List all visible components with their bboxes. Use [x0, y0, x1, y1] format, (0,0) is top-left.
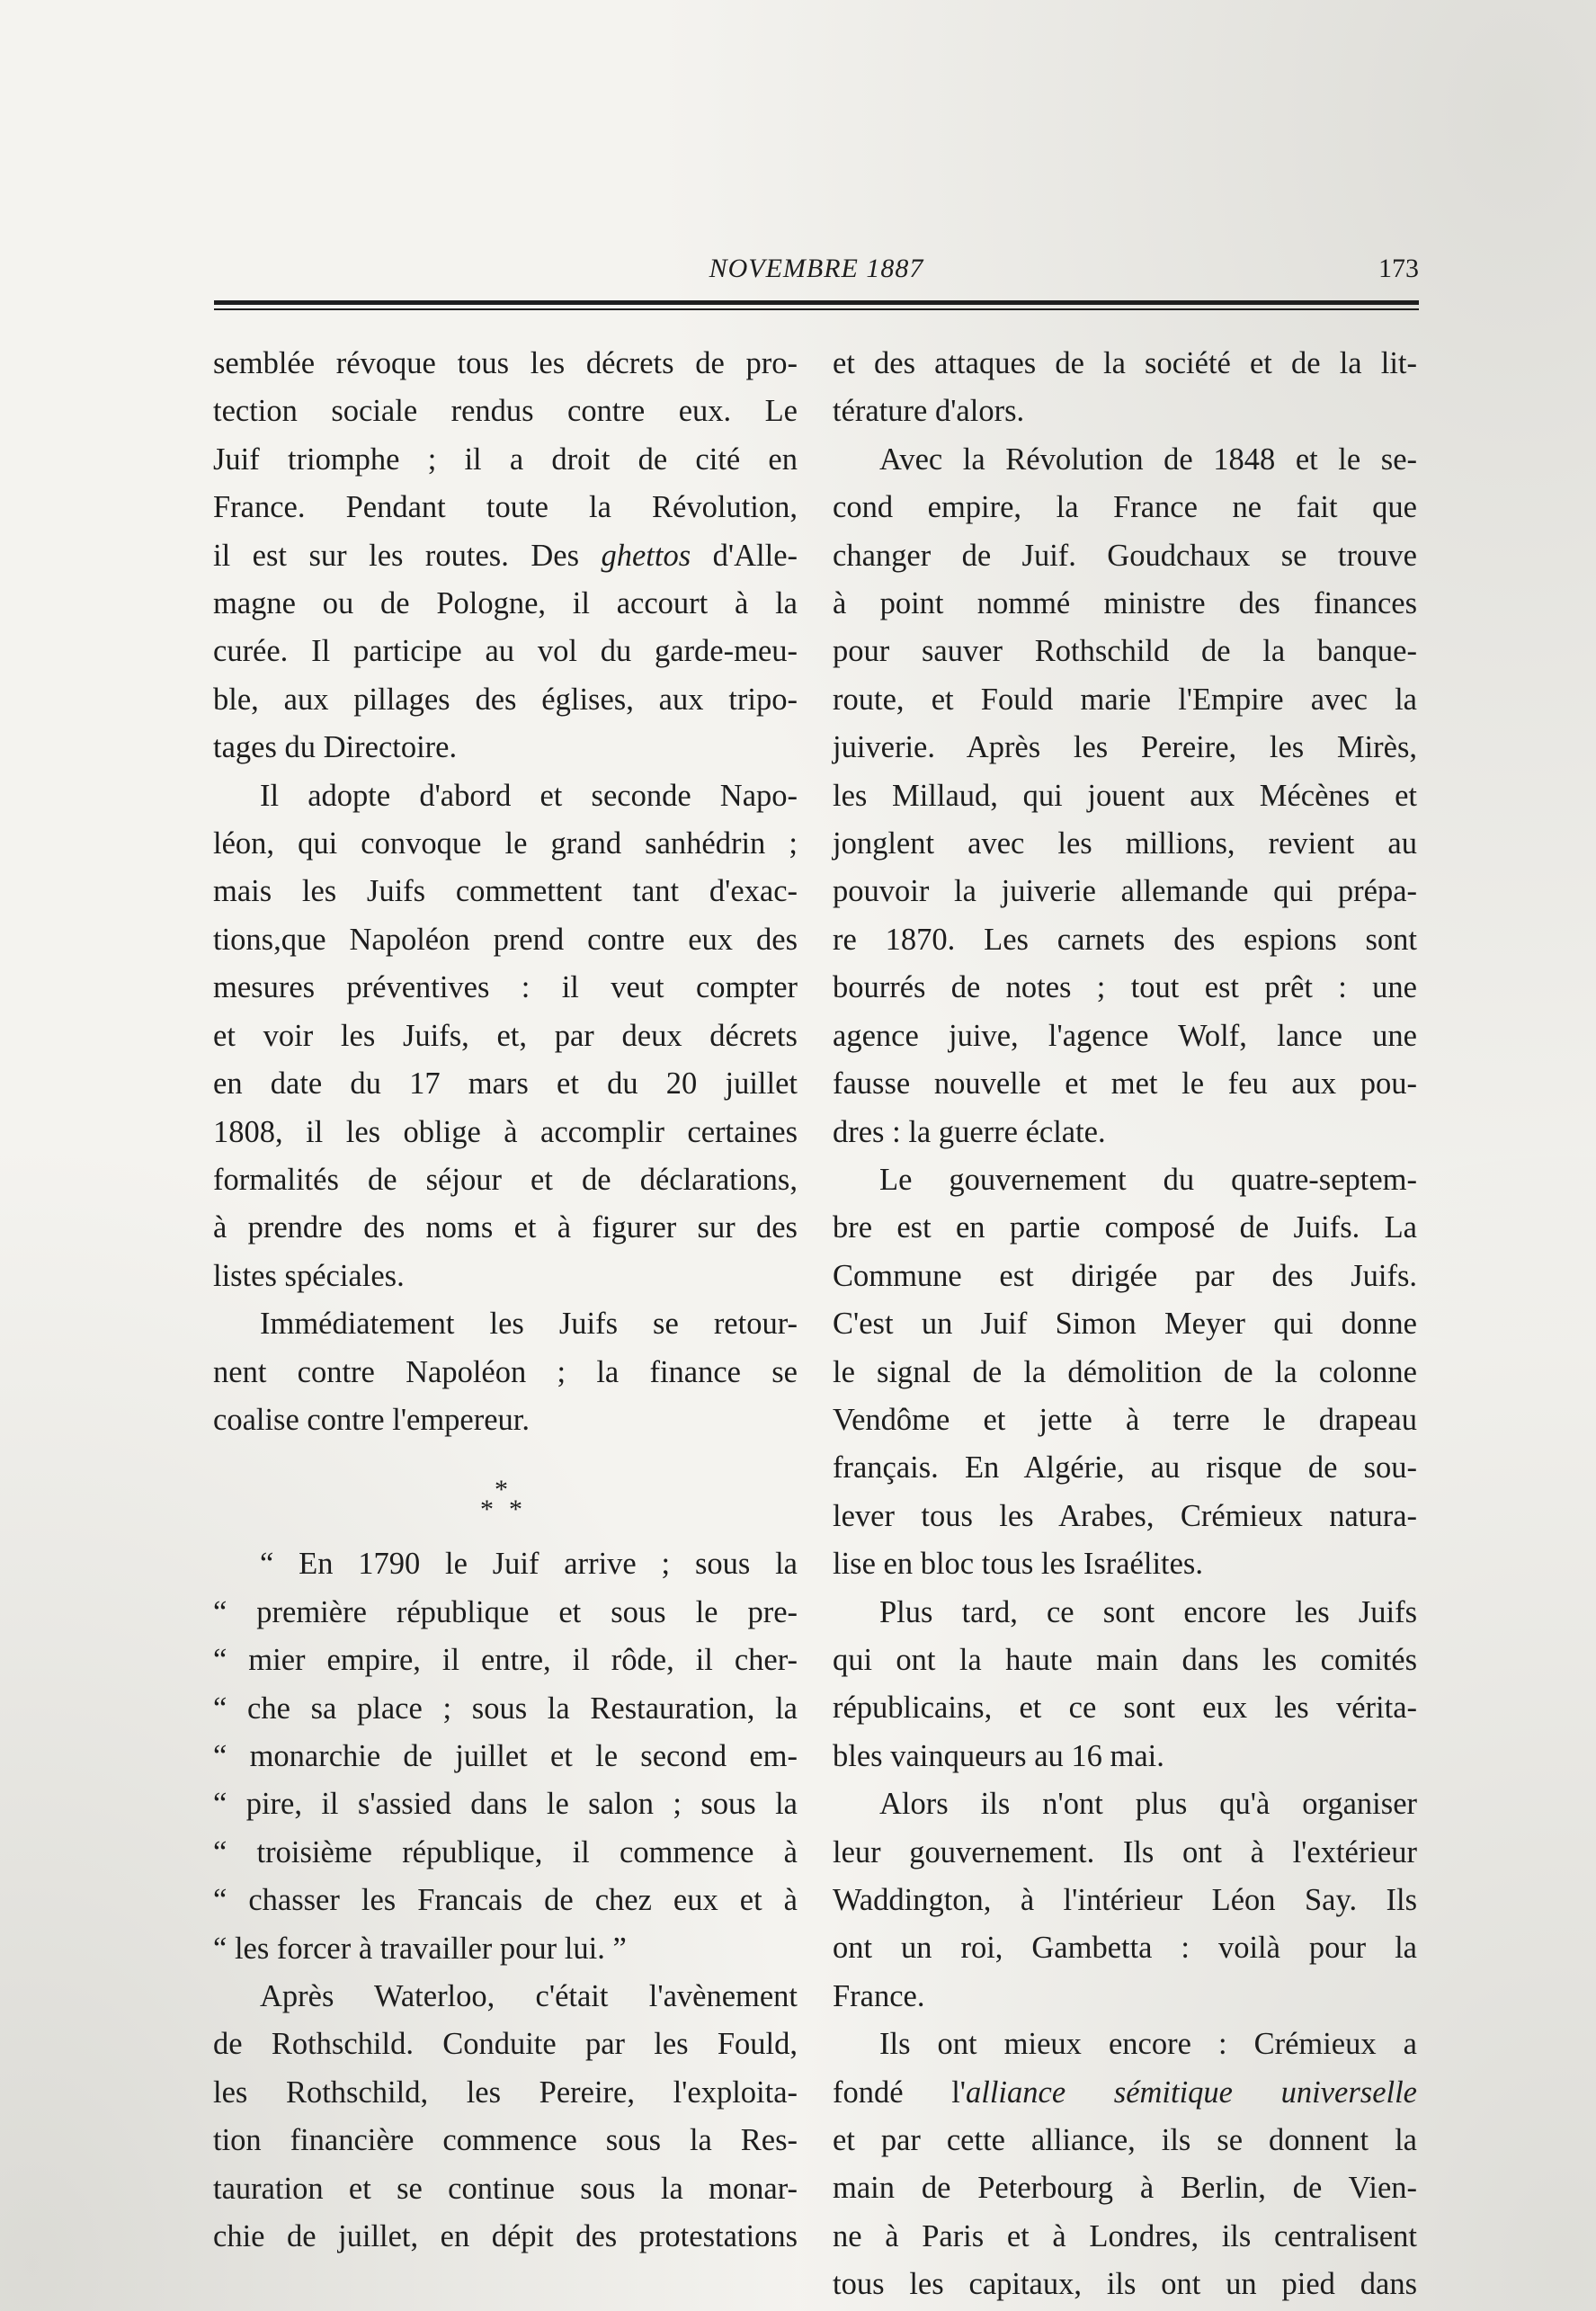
page-number: 173 — [1378, 254, 1419, 283]
text-line: “ mier empire, il entre, il rôde, il cher- — [213, 1643, 798, 1678]
text-line: tection sociale rendus contre eux. Le — [213, 394, 798, 429]
text-line: tion financière commence sous la Res- — [213, 2123, 798, 2158]
text-line: ne à Paris et à Londres, ils centralisent — [833, 2218, 1417, 2253]
running-head — [214, 254, 1419, 299]
text-line: bourrés de notes ; tout est prêt : une — [833, 970, 1417, 1005]
asterism — [213, 1444, 798, 1540]
paragraph — [833, 1589, 1417, 1781]
text-line: “ troisième république, il commence à — [213, 1834, 798, 1869]
text-line: “ chasser les Francais de chez eux et à — [213, 1883, 798, 1918]
text-line: agence juive, l'agence Wolf, lance une — [833, 1018, 1417, 1053]
text-line: “ En 1790 le Juif arrive ; sous la — [260, 1547, 798, 1582]
asterism-star: * — [495, 1475, 508, 1505]
text-line: lever tous les Arabes, Crémieux natura- — [833, 1498, 1417, 1533]
italic-phrase: alliance sémitique universelle — [966, 2075, 1417, 2110]
text-line: pouvoir la juiverie allemande qui prépa- — [833, 874, 1417, 909]
text-line: pour sauver Rothschild de la banque- — [833, 634, 1417, 669]
text-line: Il adopte d'abord et seconde Napo- — [260, 778, 798, 813]
text-line: Commune est dirigée par des Juifs. — [833, 1258, 1417, 1293]
text-line: Vendôme et jette à terre le drapeau — [833, 1402, 1417, 1437]
text-line: Avec la Révolution de 1848 et le se- — [879, 442, 1417, 477]
text-line: Ils ont mieux encore : Crémieux a — [879, 2027, 1417, 2062]
text-line: “ les forcer à travailler pour lui. ” — [213, 1931, 627, 1966]
text-line: qui ont la haute main dans les comités — [833, 1642, 1417, 1677]
text-line: ont un roi, Gambetta : voilà pour la — [833, 1931, 1417, 1966]
text-line: tages du Directoire. — [213, 730, 458, 765]
text-line: républicains, et ce sont eux les vérita- — [833, 1691, 1417, 1726]
paragraph — [833, 340, 1417, 436]
text-line: magne ou de Pologne, il accourt à la — [213, 586, 798, 621]
text-line: térature d'alors. — [833, 394, 1025, 429]
text-line: juiverie. Après les Pereire, les Mirès, — [833, 730, 1417, 765]
text-line: en date du 17 mars et du 20 juillet — [213, 1066, 798, 1102]
text-line: les Rothschild, les Pereire, l'exploita- — [213, 2075, 798, 2110]
text-line: “ monarchie de juillet et le second em- — [213, 1738, 798, 1773]
paragraph — [833, 1780, 1417, 2021]
text-segment: il est sur les routes. Des — [213, 538, 602, 573]
paragraph — [213, 772, 798, 1300]
text-line: Juif triomphe ; il a droit de cité en — [213, 442, 798, 477]
header-rule-thick — [214, 300, 1419, 305]
text-line: “ pire, il s'assied dans le salon ; sous la — [213, 1787, 798, 1822]
text-line: léon, qui convoque le grand sanhédrin ; — [213, 826, 798, 861]
text-line: France. — [833, 1978, 925, 2013]
text-line: fausse nouvelle et met le feu aux pou- — [833, 1066, 1417, 1102]
text-segment: fondé l' — [833, 2075, 966, 2110]
text-line: tions,que Napoléon prend contre eux des — [213, 922, 798, 957]
text-line: de Rothschild. Conduite par les Fould, — [213, 2027, 798, 2062]
text-line: et voir les Juifs, et, par deux décrets — [213, 1018, 798, 1053]
quote-paragraph — [213, 1540, 798, 1973]
italic-word: ghettos — [601, 538, 691, 573]
text-line: à point nommé ministre des finances — [833, 586, 1417, 621]
text-line: le signal de la démolition de la colonne — [833, 1354, 1417, 1389]
text-line: chie de juillet, en dépit des protestations — [213, 2219, 798, 2254]
text-line: Waddington, à l'intérieur Léon Say. Ils — [833, 1883, 1417, 1917]
text-line: Immédiatement les Juifs se retour- — [260, 1307, 798, 1342]
text-line: “ che sa place ; sous la Restauration, la — [213, 1691, 798, 1726]
text-segment: d'Alle- — [691, 538, 798, 573]
text-line: route, et Fould marie l'Empire avec la — [833, 682, 1417, 717]
text-line: semblée révoque tous les décrets de pro- — [213, 346, 798, 380]
paragraph — [833, 2021, 1417, 2308]
text-line: dres : la guerre éclate. — [833, 1114, 1106, 1149]
header-rule-thin — [214, 308, 1419, 310]
text-line: listes spéciales. — [213, 1258, 405, 1293]
paragraph — [833, 436, 1417, 1156]
asterism-star: * — [480, 1495, 494, 1525]
right-column — [833, 340, 1417, 2309]
text-line: leur gouvernement. Ils ont à l'extérieur — [833, 1834, 1417, 1869]
text-line: 1808, il les oblige à accomplir certaines — [213, 1114, 798, 1149]
left-column — [213, 340, 798, 2261]
text-line: mais les Juifs commettent tant d'exac- — [213, 874, 798, 909]
paragraph — [213, 1973, 798, 2261]
text-line: coalise contre l'empereur. — [213, 1402, 531, 1437]
text-line: nent contre Napoléon ; la finance se — [213, 1354, 798, 1389]
text-line: bles vainqueurs au 16 mai. — [833, 1738, 1164, 1773]
text-line: changer de Juif. Goudchaux se trouve — [833, 538, 1417, 573]
text-line: main de Peterbourg à Berlin, de Vien- — [833, 2171, 1417, 2206]
text-line: France. Pendant toute la Révolution, — [213, 490, 798, 525]
text-line: Alors ils n'ont plus qu'à organiser — [879, 1787, 1417, 1822]
text-line: Après Waterloo, c'était l'avènement — [260, 1979, 798, 2013]
text-line: ble, aux pillages des églises, aux tripo- — [213, 682, 798, 717]
text-line — [833, 2069, 1417, 2117]
text-line: C'est un Juif Simon Meyer qui donne — [833, 1307, 1417, 1342]
text-line: lise en bloc tous les Israélites. — [833, 1547, 1203, 1582]
text-line: et des attaques de la société et de la lit- — [833, 346, 1417, 380]
text-line: les Millaud, qui jouent aux Mécènes et — [833, 778, 1417, 813]
text-line: “ première république et sous le pre- — [213, 1594, 798, 1629]
text-line: mesures préventives : il veut compter — [213, 970, 798, 1005]
paragraph — [833, 1156, 1417, 1589]
text-line: et par cette alliance, ils se donnent la — [833, 2123, 1417, 2158]
text-line: curée. Il participe au vol du garde-meu- — [213, 634, 798, 669]
text-line: Le gouvernement du quatre-septem- — [879, 1162, 1417, 1197]
asterism-star: * — [509, 1495, 522, 1525]
text-line: Plus tard, ce sont encore les Juifs — [879, 1594, 1417, 1629]
text-line: français. En Algérie, au risque de sou- — [833, 1450, 1417, 1486]
text-line: tauration et se continue sous la monar- — [213, 2171, 798, 2206]
text-line: re 1870. Les carnets des espions sont — [833, 922, 1417, 957]
paragraph — [213, 1300, 798, 1444]
text-line: formalités de séjour et de déclarations, — [213, 1162, 798, 1197]
text-line — [213, 532, 798, 580]
paragraph — [213, 340, 798, 772]
text-line: bre est en partie composé de Juifs. La — [833, 1210, 1417, 1245]
text-line: tous les capitaux, ils ont un pied dans — [833, 2267, 1417, 2302]
text-line: cond empire, la France ne fait que — [833, 490, 1417, 525]
text-line: jonglent avec les millions, revient au — [833, 826, 1417, 861]
header-title: NOVEMBRE 1887 — [709, 254, 924, 283]
text-line: à prendre des noms et à figurer sur des — [213, 1210, 798, 1245]
